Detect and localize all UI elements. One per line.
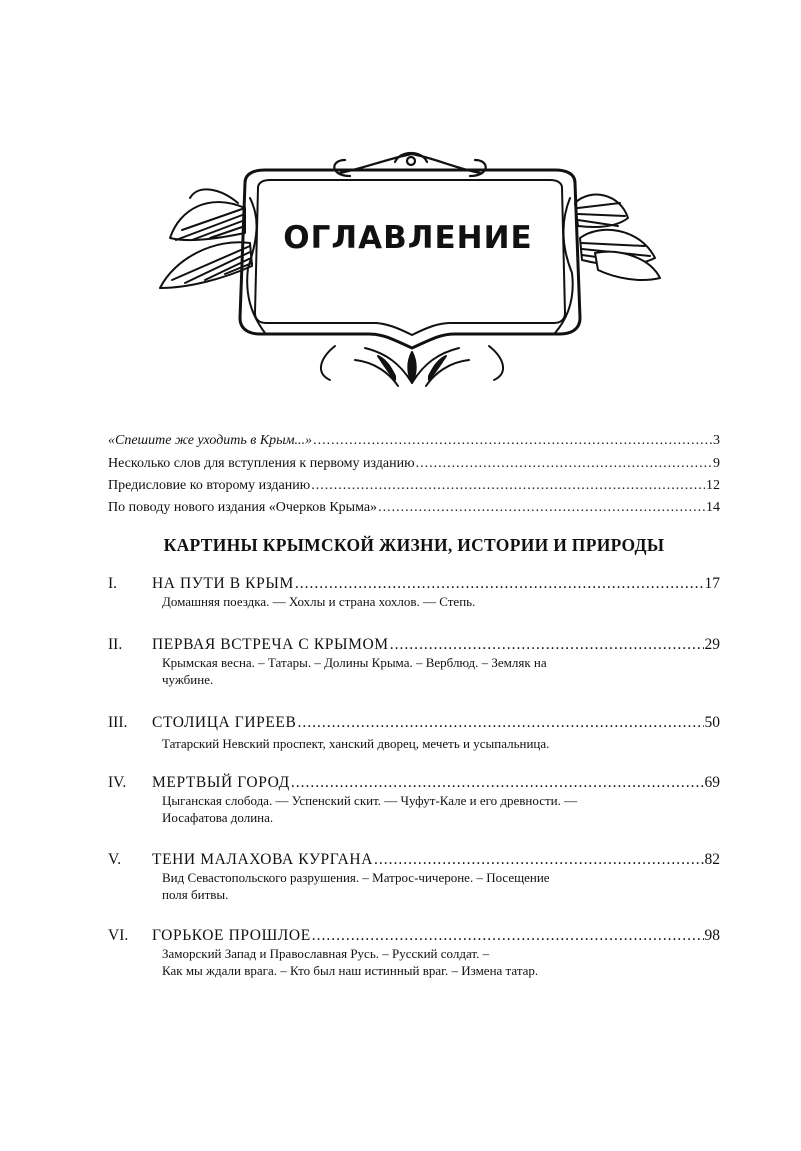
chapter-number: VI. — [108, 927, 129, 944]
chapter-entry-1 — [108, 574, 720, 611]
chapter-title: ПЕРВАЯ ВСТРЕЧА С КРЫМОМ — [152, 636, 389, 653]
chapter-summary-line: Как мы ждали врага. – Кто был наш истинный враг. – Измена татар. — [162, 962, 539, 978]
chapter-summary-line: Заморский Запад и Православная Русь. – Русский солдат. – — [162, 946, 490, 961]
dot-leader — [390, 635, 704, 654]
toc-entry-page: 14 — [706, 500, 720, 515]
dot-leader — [312, 926, 704, 945]
chapter-summary — [162, 736, 632, 753]
left-flower-ornament — [160, 189, 265, 333]
chapter-entry-4 — [108, 773, 720, 826]
page-title: ОГЛАВЛЕНИЕ — [283, 220, 533, 256]
toc-entry-preface-2 — [108, 455, 720, 472]
chapter-number: V. — [108, 851, 122, 868]
outer-frame — [240, 170, 580, 348]
dot-leader — [297, 713, 703, 732]
chapter-summary-line: Татарский Невский проспект, ханский дворец, мечеть и усыпальница. — [162, 736, 550, 751]
chapter-entry-6 — [108, 926, 720, 979]
toc-entry-preface-1 — [108, 432, 720, 449]
chapter-page: 98 — [704, 927, 720, 944]
dot-leader — [378, 499, 705, 516]
top-crest — [334, 153, 485, 176]
toc-entry-title: Несколько слов для вступления к первому изданию — [108, 456, 415, 471]
dot-leader — [416, 455, 712, 472]
chapter-number: III. — [108, 714, 128, 731]
toc-entry-title: По поводу нового издания «Очерков Крыма» — [108, 500, 378, 515]
bottom-lotus — [321, 346, 503, 386]
chapter-title: НА ПУТИ В КРЫМ — [152, 575, 294, 592]
dot-leader — [291, 773, 704, 792]
dot-leader — [313, 432, 712, 449]
chapter-summary-line: Домашняя поездка. — Хохлы и страна хохлов. — Степь. — [162, 594, 476, 609]
chapter-summary-line: Крымская весна. – Татары. – Долины Крыма. – Верблюд. – Земляк на — [162, 655, 547, 670]
chapter-summary-line: Цыганская слобода. — Успенский скит. — Чуфут-Кале и его древности. — — [162, 793, 578, 808]
chapter-title: ТЕНИ МАЛАХОВА КУРГАНА — [152, 851, 373, 868]
chapter-page: 50 — [704, 714, 720, 731]
chapter-summary-line: Иосафатова долина. — [162, 809, 274, 825]
chapter-title: ГОРЬКОЕ ПРОШЛОЕ — [152, 927, 311, 944]
toc-entry-page: 3 — [713, 433, 720, 448]
chapter-summary — [162, 793, 632, 826]
chapter-page: 69 — [704, 774, 720, 791]
chapter-entry-3 — [108, 713, 720, 753]
section-heading: КАРТИНЫ КРЫМСКОЙ ЖИЗНИ, ИСТОРИИ И ПРИРОДЫ — [163, 535, 665, 555]
chapter-summary-line: Вид Севастопольского разрушения. – Матрос-чичероне. – Посещение — [162, 870, 550, 885]
inner-frame — [255, 180, 565, 335]
chapter-number: I. — [108, 575, 118, 592]
toc-entry-title: «Спешите же уходить в Крым...» — [108, 433, 313, 448]
toc-entry-preface-4 — [108, 499, 720, 516]
chapter-entry-2 — [108, 635, 720, 688]
chapter-page: 29 — [704, 636, 720, 653]
chapter-title: СТОЛИЦА ГИРЕЕВ — [152, 714, 297, 731]
chapter-summary — [162, 594, 632, 611]
chapter-page: 17 — [704, 575, 720, 592]
chapter-summary — [162, 946, 632, 979]
dot-leader — [295, 574, 704, 593]
toc-entry-preface-3 — [108, 477, 720, 494]
chapter-summary — [162, 655, 632, 688]
toc-entry-page: 9 — [713, 456, 720, 471]
chapter-summary — [162, 870, 632, 903]
chapter-summary-line: чужбине. — [162, 671, 214, 687]
toc-entry-title: Предисловие ко второму изданию — [108, 478, 311, 493]
dot-leader — [311, 477, 705, 494]
chapter-summary-line: поля битвы. — [162, 886, 229, 902]
right-flower-ornament — [555, 195, 660, 333]
chapter-page: 82 — [704, 851, 720, 868]
chapter-title: МЕРТВЫЙ ГОРОД — [152, 774, 290, 791]
dot-leader — [374, 850, 704, 869]
ornamental-frame — [150, 148, 670, 388]
toc-entry-page: 12 — [706, 478, 720, 493]
chapter-number: II. — [108, 636, 123, 653]
chapter-entry-5 — [108, 850, 720, 903]
chapter-number: IV. — [108, 774, 127, 791]
